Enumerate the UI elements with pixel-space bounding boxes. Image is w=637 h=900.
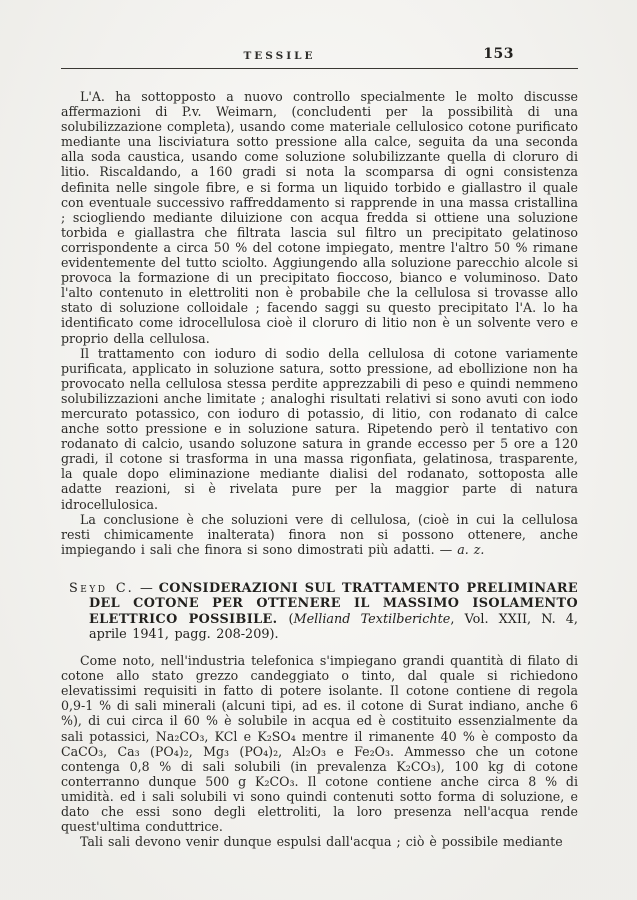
header-rule	[61, 68, 578, 69]
running-head	[61, 46, 578, 66]
paragraph: Tali sali devono venir dunque espulsi dall'acqua ; ciò è possibile mediante	[80, 834, 563, 850]
paragraph: Il trattamento con ioduro di sodio della cellulosa di cotone variamente purificata, applicato in soluzione satura, sotto pressione, ad ebollizione non ha provocato nella cellulosa stessa perdite apprezzabili di peso e quindi nemmeno solubilizzazioni anche limitate ; analoghi risultati relativi si sono avuti con iodo mercurato potassico, con ioduro di potassio, di litio, con rodanato di calce anche sotto pressione e in soluzione satura. Ripetendo però il tentativo con rodanato di calcio, usando soluzone satura in grande eccesso per 5 ore a 120 gradi, il cotone si trasforma in una massa rigonfiata, gelatinosa, trasparente, la quale dopo eliminazione mediante dialisi del rodanato, sottoposta alle adatte reazioni, si è rivelata pure per la maggior parte di natura idrocellulosica.	[61, 345, 578, 512]
article-title: CONSIDERAZIONI SUL TRATTAMENTO PRELIMINARE DEL COTONE PER OTTENERE IL MASSIMO ISOLAMENTO ELETTRICO POSSIBILE.	[89, 580, 579, 627]
paragraph: L'A. ha sottopposto a nuovo controllo specialmente le molto discusse affermazioni di P.v. Weimarn, (concludenti per la possibilità di una solubilizzazione completa), usando come materiale cellulosico cotone purificato mediante una lisciviatura sotto pressione alla calce, seguita da una seconda alla soda caustica, usando come soluzione solubilizzante quella di cloruro di litio. Riscaldando, a 160 gradi si nota la scomparsa di ogni consistenza definita nelle singole fibre, e si forma un liquido torbido e giallastro il quale con eventuale successivo raffreddamento si rapprende in una massa cristallina ; sciogliendo mediante diluizione con acqua fredda si ottiene una soluzione torbida e giallastra che filtrata lascia sul filtro un precipitato gelatinoso corrispondente a circa 50 % del cotone impiegato, mentre l'altro 50 % rimane evidentemente del tutto sciolto. Aggiungendo alla soluzione parecchio alcole si provoca la formazione di un precipitato fioccoso, bianco e voluminoso. Dato l'alto contenuto in elettroliti non è probabile che la cellulosa si trovasse allo stato di soluzione colloidale ; facendo saggi su questo precipitato l'A. lo ha identificato come idrocellulosa cioè il cloruro di litio non è un solvente vero e proprio della cellulosa.	[61, 89, 578, 346]
source-journal-name: Melliand Textilberichte	[293, 611, 451, 627]
abstract-seyd-article	[61, 581, 578, 849]
article-heading	[61, 581, 578, 642]
running-title: TESSILE	[243, 50, 316, 62]
heading-dash: —	[134, 580, 159, 596]
source-citation: , Vol. XXII, N. 4, aprile 1941, pagg. 208-209).	[89, 611, 578, 642]
paragraph-text: La conclusione è che soluzioni vere di cellulosa, (cioè in cui la cellulosa resti chimicamente inalterata) finora non si possono ottenere, anche impiegando i sali che finora si sono dimostrati più adatti. —	[61, 511, 578, 557]
paragraph: Come noto, nell'industria telefonica s'impiegano grandi quantità di filato di cotone allo stato grezzo candeggiato o tinto, dal quale si richiedono elevatissimi requisiti in fatto di potere isolante. Il cotone contiene di regola 0,9-1 % di sali minerali (alcuni tipi, ad es. il cotone di Surat indiano, anche 6 %), di cui circa il 60 % è solubile in acqua ed è costituito essenzialmente da sali potassici, Na₂CO₃, KCl e K₂SO₄ mentre il rimanente 40 % è composto da CaCO₃, Ca₃ (PO₄)₂, Mg₃ (PO₄)₂, Al₂O₃ e Fe₂O₃. Ammesso che un cotone contenga 0,8 % di sali solubili (in prevalenza K₂CO₃), 100 kg di cotone conterranno dunque 500 g K₂CO₃. Il cotone contiene anche circa 8 % di umidità. ed i sali solubili vi sono quindi contenuti sotto forma di soluzione, e dato che essi sono degli elettroliti, la loro presenza nell'acqua rende quest'ultima conduttrice.	[61, 653, 578, 835]
paragraph	[61, 512, 578, 557]
abstract-previous-article	[61, 89, 578, 557]
source-paren: (	[288, 611, 294, 627]
reviewer-signature: a. z.	[457, 541, 485, 557]
article-author: Seyd C.	[69, 580, 135, 596]
page-number: 153	[483, 46, 514, 62]
